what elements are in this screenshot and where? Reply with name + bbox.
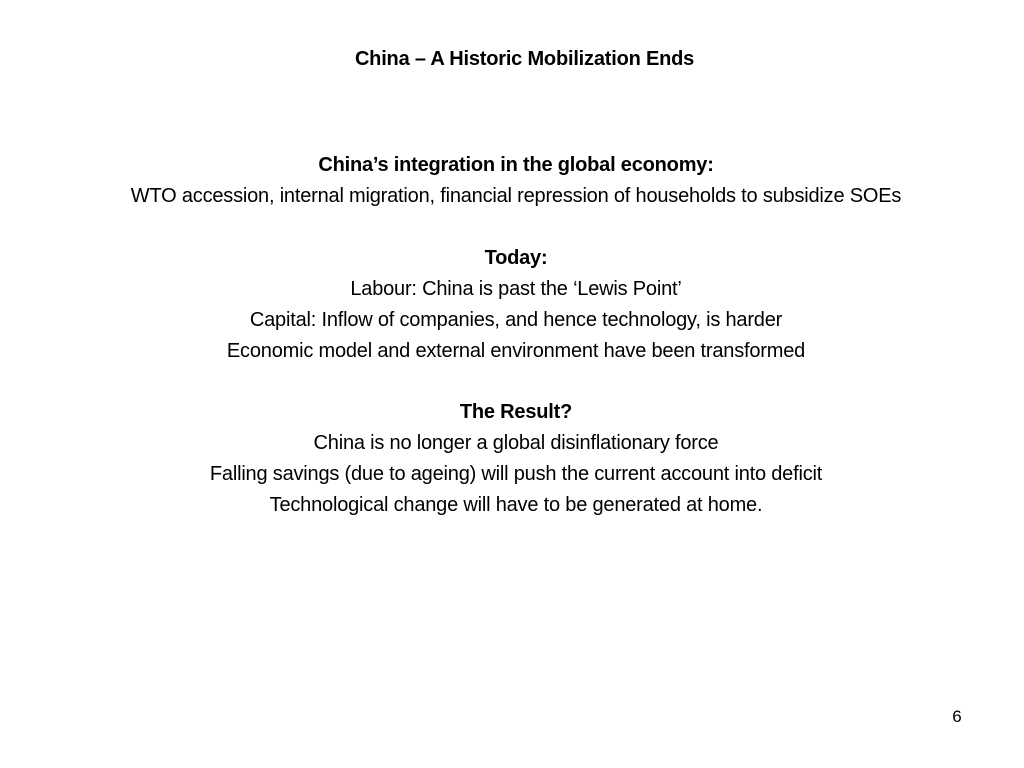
section-heading: The Result? xyxy=(459,401,573,423)
section-line: Capital: Inflow of companies, and hence technology, is harder xyxy=(249,309,783,331)
section-line: Labour: China is past the ‘Lewis Point’ xyxy=(350,278,682,300)
section-line: Falling savings (due to ageing) will push the current account into deficit xyxy=(209,463,823,485)
section-today xyxy=(0,243,1024,367)
section-line: Technological change will have to be generated at home. xyxy=(269,494,763,516)
page-number: 6 xyxy=(952,707,962,726)
section-line: China is no longer a global disinflationary force xyxy=(313,432,719,454)
slide-title: China – A Historic Mobilization Ends xyxy=(354,48,695,70)
section-global-integration xyxy=(0,150,1024,212)
section-result xyxy=(0,397,1024,521)
section-heading: Today: xyxy=(484,247,548,269)
section-line: WTO accession, internal migration, financial repression of households to subsidize SOEs xyxy=(130,185,902,207)
section-line: Economic model and external environment have been transformed xyxy=(226,340,806,362)
section-heading: China’s integration in the global economy: xyxy=(318,154,714,176)
